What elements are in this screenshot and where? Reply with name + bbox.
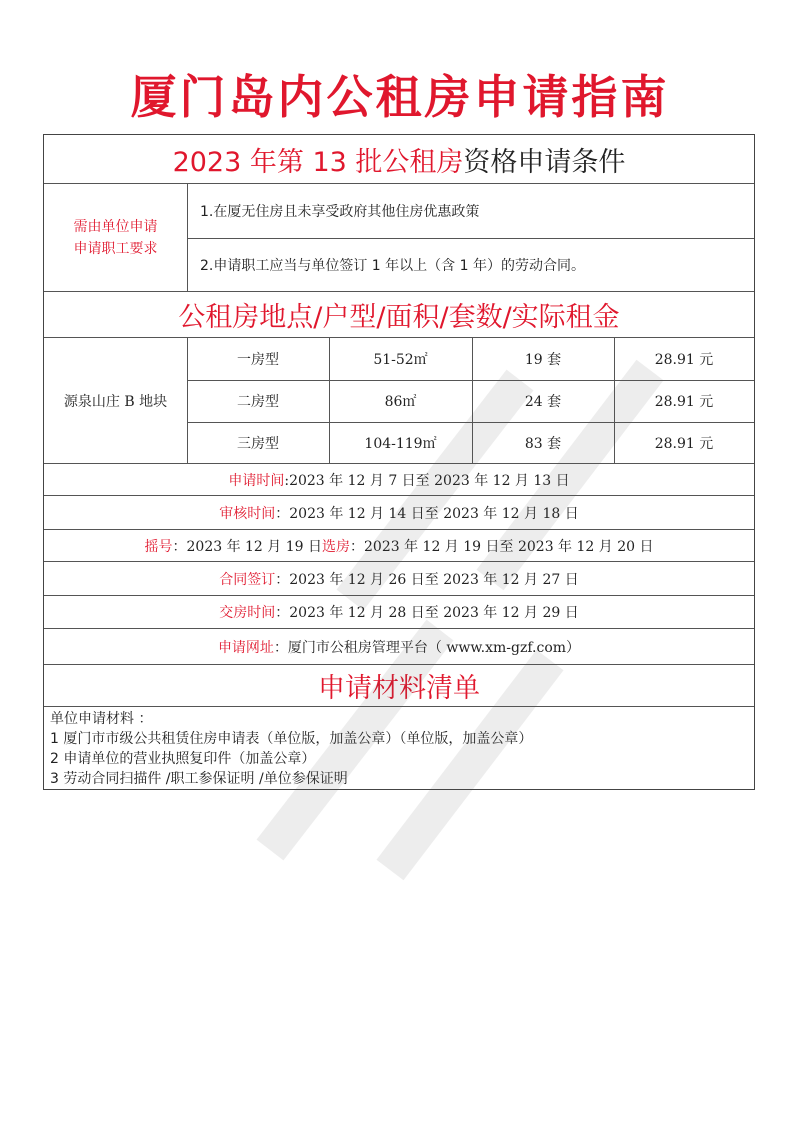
- materials-title: 申请材料清单: [44, 665, 754, 707]
- requirement-label-line2: 申请职工要求: [73, 240, 158, 257]
- handover-value: ：2023 年 12 月 28 日至 2023 年 12 月 29 日: [275, 605, 579, 621]
- housing-title: 公租房地点/户型/面积/套数/实际租金: [44, 292, 754, 338]
- row1-count: 19 套: [524, 352, 562, 368]
- row1-area: 51-52㎡: [373, 352, 428, 368]
- review-time-row: [44, 496, 754, 530]
- apply-time-value: :2023 年 12 月 7 日至 2023 年 12 月 13 日: [284, 472, 570, 489]
- conditions-title: [44, 135, 754, 184]
- apply-time-row: [44, 464, 754, 496]
- review-time-label: 审核时间: [219, 505, 276, 522]
- lottery-label: 摇号: [144, 538, 173, 555]
- contract-value: ：2023 年 12 月 26 日至 2023 年 12 月 27 日: [275, 571, 579, 588]
- apply-time-label: 申请时间: [228, 472, 285, 489]
- materials-line-2: 2 申请单位的营业执照复印件（加盖公章）: [50, 751, 316, 767]
- requirement-item-2: 2.申请职工应当与单位签订 1 年以上（含 1 年）的劳动合同。: [200, 257, 585, 274]
- select-label: 选房: [322, 538, 351, 555]
- materials-line-3: 3 劳动合同扫描件 /职工参保证明 /单位参保证明: [50, 771, 348, 787]
- materials-list: [44, 707, 754, 789]
- lottery-value: ：2023 年 12 月 19 日: [172, 538, 323, 555]
- handover-label: 交房时间: [219, 605, 276, 621]
- conditions-title-dark: 资格申请条件: [463, 146, 626, 178]
- lottery-row: [44, 530, 754, 562]
- guide-table: [43, 134, 755, 790]
- row2-type: 二房型: [237, 394, 279, 410]
- row3-count: 83 套: [524, 435, 562, 452]
- contract-label: 合同签订: [219, 571, 276, 588]
- row2-rent: 28.91 元: [654, 394, 714, 410]
- website-row: [44, 629, 754, 665]
- row3-type: 三房型: [237, 435, 279, 452]
- row3-area: 104-119㎡: [364, 435, 437, 452]
- requirement-item-1: 1.在厦无住房且未享受政府其他住房优惠政策: [200, 204, 480, 220]
- requirement-label-line1: 需由单位申请: [73, 218, 158, 235]
- website-label: 申请网址: [217, 639, 274, 656]
- website-value: ：厦门市公租房管理平台（ www.xm-gzf.com）: [273, 639, 581, 656]
- page-title: 厦门岛内公租房申请指南: [130, 70, 670, 124]
- housing-location: 源泉山庄 B 地块: [63, 393, 168, 410]
- select-value: ：2023 年 12 月 19 日至 2023 年 12 月 20 日: [350, 538, 654, 555]
- contract-row: [44, 562, 754, 596]
- materials-line-0: 单位申请材料 ：: [50, 711, 153, 727]
- row2-area: 86㎡: [384, 394, 417, 410]
- row1-type: 一房型: [237, 352, 279, 368]
- conditions-title-red: 2023 年第 13 批公租房: [172, 146, 464, 178]
- materials-line-1: 1 厦门市市级公共租赁住房申请表（单位版，加盖公章）（单位版，加盖公章）: [50, 731, 533, 747]
- housing-table: [44, 338, 754, 464]
- review-time-value: ：2023 年 12 月 14 日至 2023 年 12 月 18 日: [275, 505, 579, 522]
- row2-count: 24 套: [524, 394, 562, 410]
- requirement-label: [44, 184, 187, 291]
- row1-rent: 28.91 元: [654, 352, 714, 368]
- handover-row: [44, 596, 754, 629]
- row3-rent: 28.91 元: [654, 435, 714, 452]
- conditions-block: [44, 184, 754, 292]
